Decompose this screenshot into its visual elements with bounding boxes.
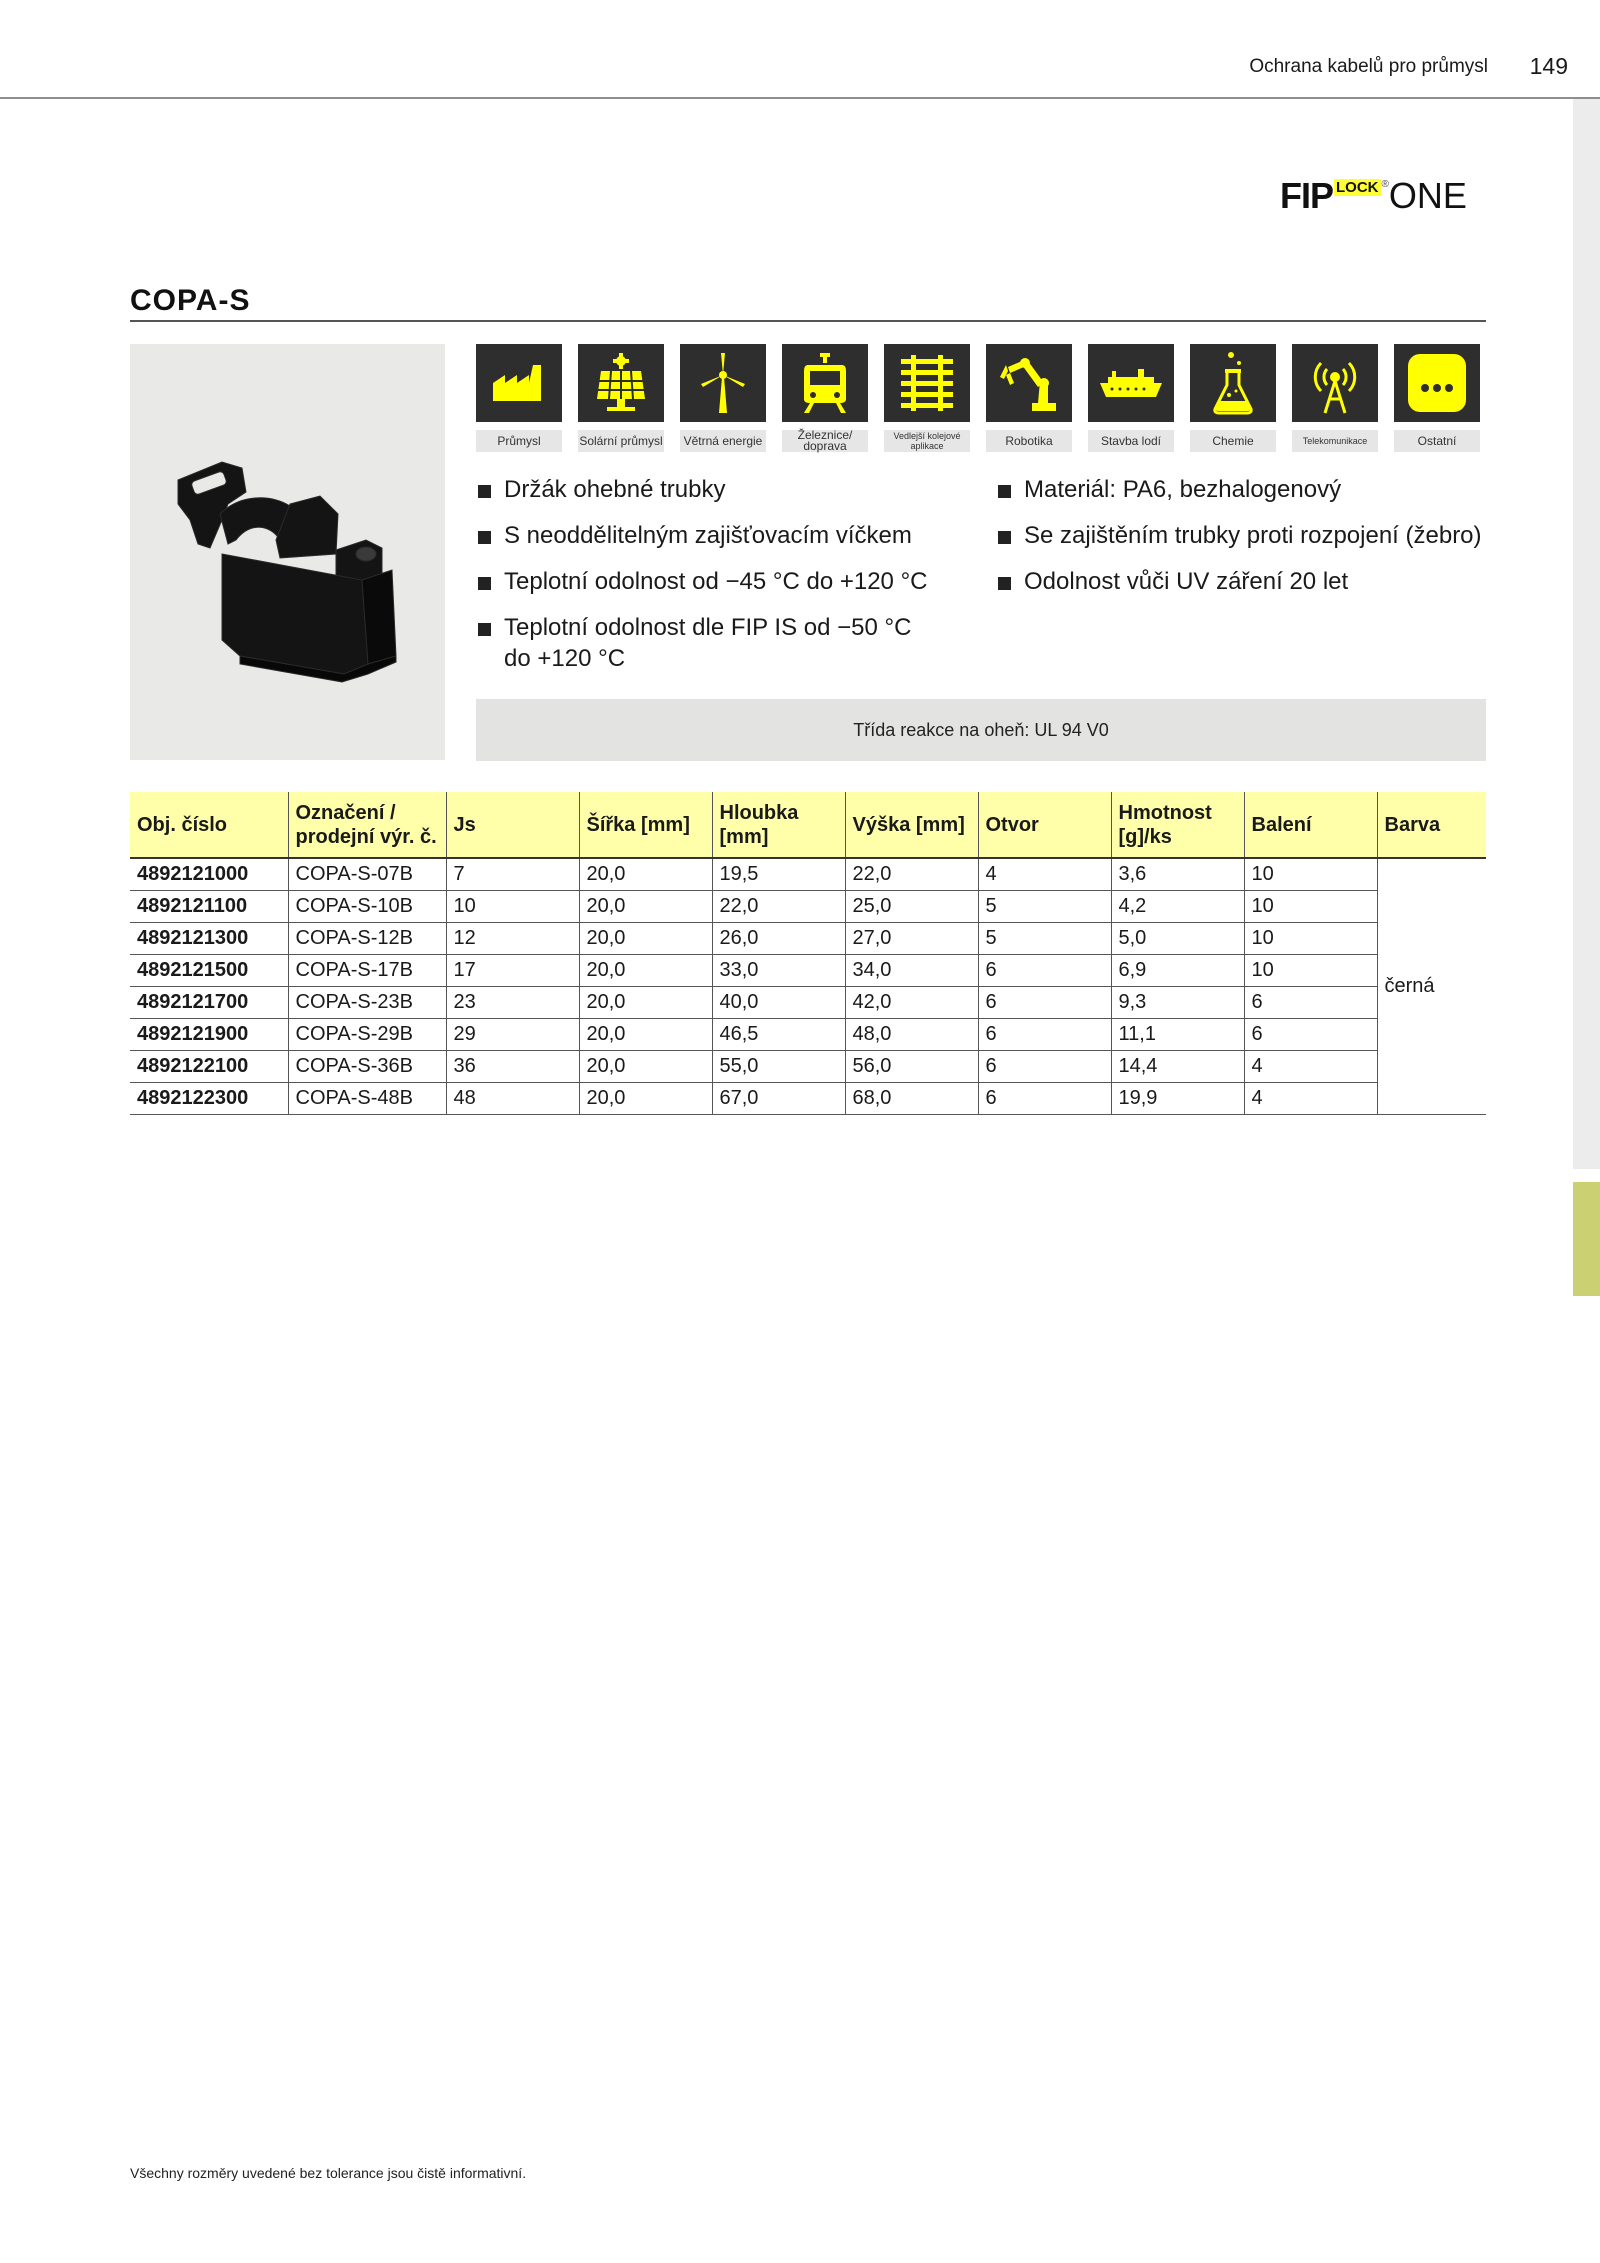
industry-shipbuilding: Stavba lodí xyxy=(1088,344,1174,452)
feature-item: S neoddělitelným zajišťovacím víčkem xyxy=(478,520,938,551)
railway-track-icon xyxy=(897,353,957,413)
table-cell: 48 xyxy=(446,1083,579,1115)
table-row xyxy=(130,923,1486,955)
table-cell: COPA-S-36B xyxy=(288,1051,446,1083)
table-cell: 6 xyxy=(978,955,1111,987)
table-cell: 10 xyxy=(1244,923,1377,955)
table-cell: 11,1 xyxy=(1111,1019,1244,1051)
table-cell: 40,0 xyxy=(712,987,845,1019)
table-row xyxy=(130,891,1486,923)
feature-item: Teplotní odolnost dle FIP IS od −50 °C do +120 °C xyxy=(478,612,938,674)
table-cell: 20,0 xyxy=(579,858,712,891)
side-index-track xyxy=(1573,99,1600,1169)
table-cell: 23 xyxy=(446,987,579,1019)
table-cell: 10 xyxy=(1244,858,1377,891)
table-cell: 36 xyxy=(446,1051,579,1083)
table-cell: 5 xyxy=(978,891,1111,923)
column-header: Obj. číslo xyxy=(130,792,288,858)
table-header-row xyxy=(130,792,1486,858)
fire-class-bar: Třída reakce na oheň: UL 94 V0 xyxy=(476,699,1486,761)
table-cell: 14,4 xyxy=(1111,1051,1244,1083)
table-cell: 3,6 xyxy=(1111,858,1244,891)
column-header: Balení xyxy=(1244,792,1377,858)
industry-robotics: Robotika xyxy=(986,344,1072,452)
ship-icon xyxy=(1098,363,1164,403)
table-cell: 20,0 xyxy=(579,955,712,987)
table-cell: 6 xyxy=(978,987,1111,1019)
table-cell: 25,0 xyxy=(845,891,978,923)
feature-item: Materiál: PA6, bezhalogenový xyxy=(998,474,1498,505)
feature-item: Teplotní odolnost od −45 °C do +120 °C xyxy=(478,566,938,597)
table-cell: 22,0 xyxy=(845,858,978,891)
column-header: Barva xyxy=(1377,792,1486,858)
table-row xyxy=(130,1051,1486,1083)
table-cell: 27,0 xyxy=(845,923,978,955)
footer-note: Všechny rozměry uvedené bez tolerance jsou čistě informativní. xyxy=(130,2165,527,2181)
table-cell: 20,0 xyxy=(579,891,712,923)
table-cell: 12 xyxy=(446,923,579,955)
industry-rail: Železnice/ doprava xyxy=(782,344,868,452)
table-cell: 4892121000 xyxy=(130,858,288,891)
side-index-tab[interactable] xyxy=(1573,1182,1600,1296)
table-cell: 46,5 xyxy=(712,1019,845,1051)
table-cell: 4892121100 xyxy=(130,891,288,923)
table-cell: COPA-S-07B xyxy=(288,858,446,891)
table-cell: 10 xyxy=(1244,891,1377,923)
title-divider xyxy=(130,320,1486,322)
industry-telecom: Telekomunikace xyxy=(1292,344,1378,452)
table-cell: 48,0 xyxy=(845,1019,978,1051)
table-cell: 55,0 xyxy=(712,1051,845,1083)
table-row xyxy=(130,1083,1486,1115)
robot-arm-icon xyxy=(998,353,1060,413)
more-icon xyxy=(1406,352,1468,414)
table-cell: 10 xyxy=(446,891,579,923)
table-cell: 20,0 xyxy=(579,1019,712,1051)
table-cell: 6 xyxy=(1244,987,1377,1019)
table-cell: 29 xyxy=(446,1019,579,1051)
table-cell: 7 xyxy=(446,858,579,891)
table-cell: 20,0 xyxy=(579,1051,712,1083)
column-header: Označení / prodejní výr. č. xyxy=(288,792,446,858)
table-cell: 22,0 xyxy=(712,891,845,923)
table-cell: 4892121300 xyxy=(130,923,288,955)
column-header: Js xyxy=(446,792,579,858)
table-cell: 33,0 xyxy=(712,955,845,987)
table-cell: 9,3 xyxy=(1111,987,1244,1019)
page-number: 149 xyxy=(1529,53,1568,79)
solar-panel-icon xyxy=(593,353,649,413)
flask-icon xyxy=(1211,351,1255,415)
wind-turbine-icon xyxy=(698,351,748,415)
column-header: Šířka [mm] xyxy=(579,792,712,858)
table-cell: COPA-S-12B xyxy=(288,923,446,955)
feature-item: Odolnost vůči UV záření 20 let xyxy=(998,566,1498,597)
column-header: Hloubka [mm] xyxy=(712,792,845,858)
feature-item: Držák ohebné trubky xyxy=(478,474,938,505)
antenna-icon xyxy=(1305,351,1365,415)
table-cell: 4 xyxy=(1244,1083,1377,1115)
table-cell: 67,0 xyxy=(712,1083,845,1115)
table-cell: 20,0 xyxy=(579,923,712,955)
table-cell: 5,0 xyxy=(1111,923,1244,955)
table-cell: 6 xyxy=(1244,1019,1377,1051)
product-image xyxy=(130,344,445,760)
table-cell: 4892121500 xyxy=(130,955,288,987)
feature-list-right xyxy=(998,474,1498,612)
table-cell: 4892121700 xyxy=(130,987,288,1019)
feature-list-left xyxy=(478,474,938,689)
table-cell: 4,2 xyxy=(1111,891,1244,923)
industry-other: Ostatní xyxy=(1394,344,1480,452)
spec-table xyxy=(130,792,1486,1115)
feature-item: Se zajištěním trubky proti rozpojení (žebro) xyxy=(998,520,1498,551)
table-cell: 17 xyxy=(446,955,579,987)
table-cell: 6 xyxy=(978,1051,1111,1083)
table-cell: COPA-S-17B xyxy=(288,955,446,987)
table-cell: 42,0 xyxy=(845,987,978,1019)
column-header: Výška [mm] xyxy=(845,792,978,858)
industry-track: Vedlejší kolejové aplikace xyxy=(884,344,970,452)
product-title: COPA-S xyxy=(130,284,251,317)
table-cell: 19,9 xyxy=(1111,1083,1244,1115)
table-cell: 6 xyxy=(978,1083,1111,1115)
table-cell: COPA-S-48B xyxy=(288,1083,446,1115)
table-cell: 4892121900 xyxy=(130,1019,288,1051)
table-row xyxy=(130,1019,1486,1051)
table-cell: 6,9 xyxy=(1111,955,1244,987)
header-divider xyxy=(0,97,1600,99)
table-cell: 4892122300 xyxy=(130,1083,288,1115)
section-title: Ochrana kabelů pro průmysl xyxy=(1249,56,1488,77)
table-row xyxy=(130,955,1486,987)
table-cell: 6 xyxy=(978,1019,1111,1051)
fiplock-one-logo: FIP LOCK ® ONE xyxy=(1280,175,1467,216)
table-cell: 26,0 xyxy=(712,923,845,955)
table-cell: 34,0 xyxy=(845,955,978,987)
industry-wind: Větrná energie xyxy=(680,344,766,452)
factory-icon xyxy=(489,363,549,403)
table-cell: 4 xyxy=(1244,1051,1377,1083)
table-cell: 4 xyxy=(978,858,1111,891)
table-cell: 5 xyxy=(978,923,1111,955)
column-header: Hmotnost [g]/ks xyxy=(1111,792,1244,858)
table-cell: 10 xyxy=(1244,955,1377,987)
industry-chemistry: Chemie xyxy=(1190,344,1276,452)
table-cell: 56,0 xyxy=(845,1051,978,1083)
table-cell: 20,0 xyxy=(579,987,712,1019)
table-cell: COPA-S-10B xyxy=(288,891,446,923)
column-header: Otvor xyxy=(978,792,1111,858)
table-row xyxy=(130,858,1486,891)
table-cell: 4892122100 xyxy=(130,1051,288,1083)
table-cell: COPA-S-29B xyxy=(288,1019,446,1051)
color-cell: černá xyxy=(1377,858,1486,1115)
table-cell: 68,0 xyxy=(845,1083,978,1115)
table-cell: 20,0 xyxy=(579,1083,712,1115)
industry-factory: Průmysl xyxy=(476,344,562,452)
table-cell: COPA-S-23B xyxy=(288,987,446,1019)
train-icon xyxy=(800,351,850,415)
industry-solar: Solární průmysl xyxy=(578,344,664,452)
table-cell: 19,5 xyxy=(712,858,845,891)
table-row xyxy=(130,987,1486,1019)
